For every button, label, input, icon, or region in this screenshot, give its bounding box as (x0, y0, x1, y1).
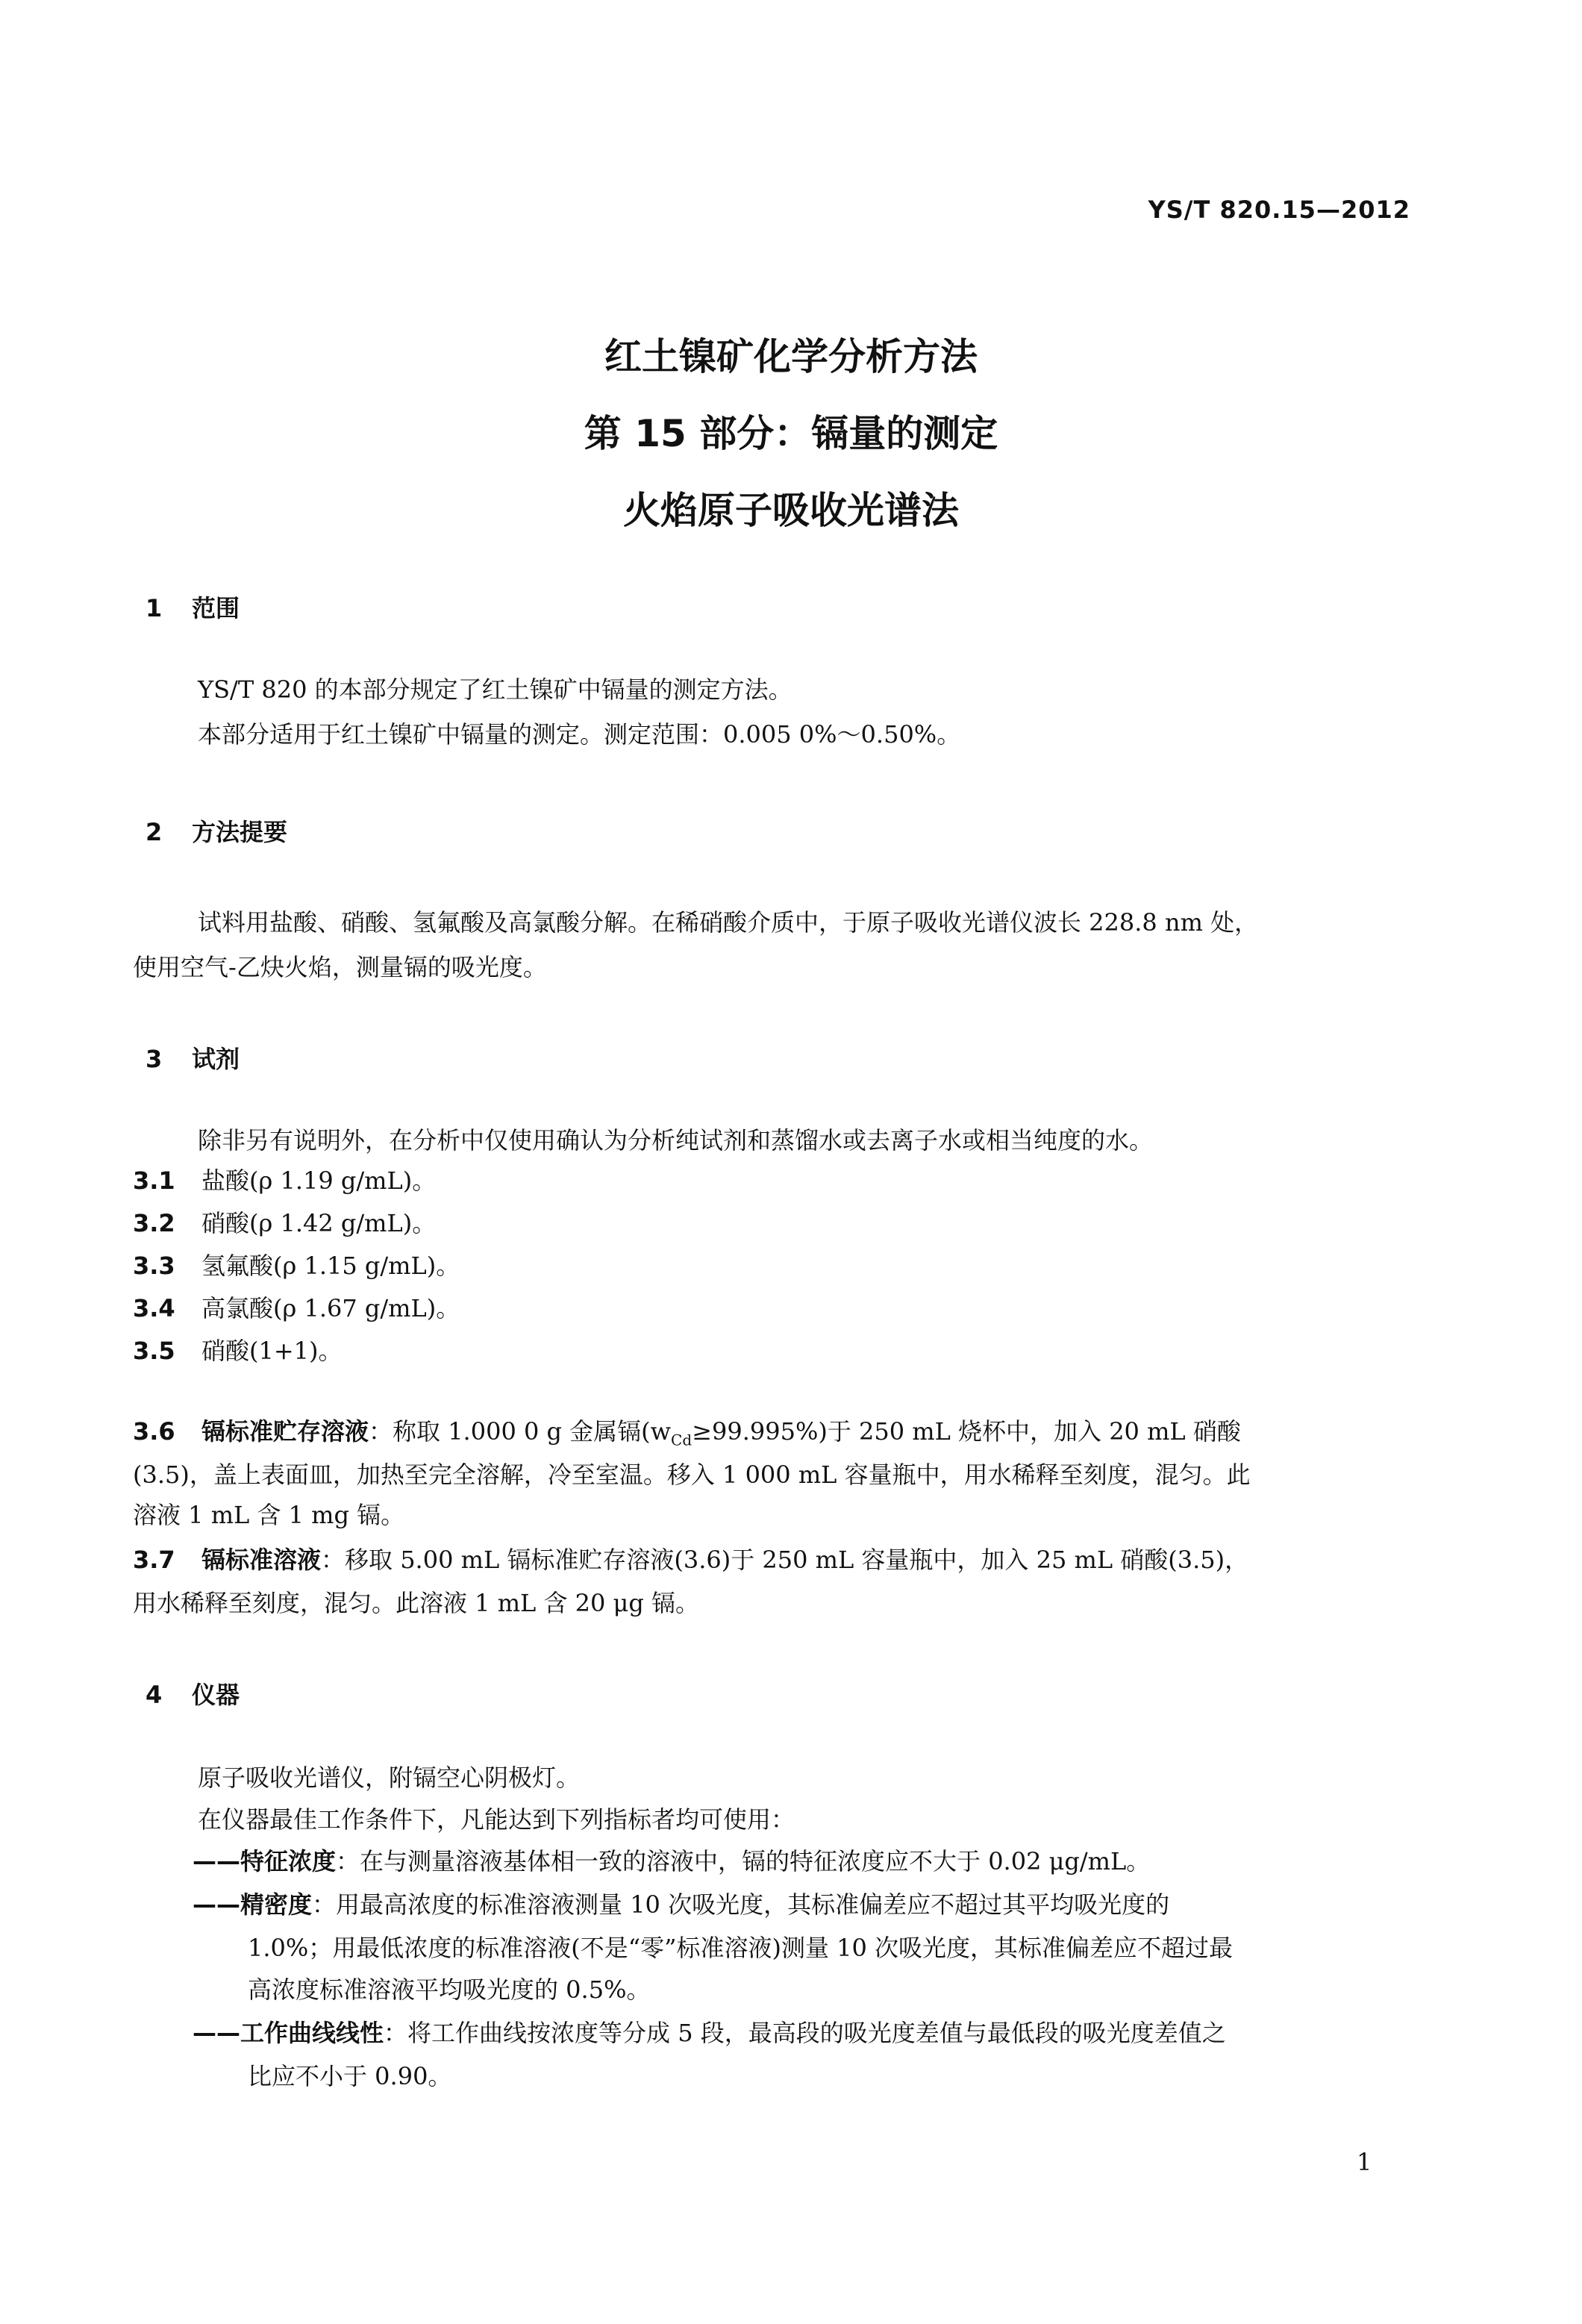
item-number: 3.2 (133, 1209, 175, 1237)
item-label: 镉标准贮存溶液 (201, 1417, 369, 1446)
item-number: 3.5 (133, 1337, 175, 1365)
section-2-paragraph-line-2: 使用空气-乙炔火焰，测量镉的吸光度。 (133, 953, 547, 981)
section-title: 仪器 (192, 1681, 240, 1709)
section-1-paragraph-1: YS/T 820 的本部分规定了红土镍矿中镉量的测定方法。 (198, 675, 792, 704)
indicator-label: ——精密度 (193, 1890, 313, 1919)
indicator-text: ：在与测量溶液基体相一致的溶液中，镉的特征浓度应不大于 0.02 μg/mL。 (336, 1847, 1151, 1875)
item-text: 硝酸(1+1)。 (201, 1337, 343, 1365)
item-number: 3.6 (133, 1417, 175, 1446)
section-title: 试剂 (192, 1045, 240, 1073)
item-text: ：称取 1.000 0 g 金属镉(w (369, 1417, 672, 1446)
standard-code: YS/T 820.15—2012 (1148, 196, 1410, 224)
section-title: 范围 (192, 594, 240, 622)
item-text: ：移取 5.00 mL 镉标准贮存溶液(3.6)于 250 mL 容量瓶中，加入 25 mL 硝酸(3.5)， (321, 1546, 1249, 1574)
section-4-paragraph-2: 在仪器最佳工作条件下，凡能达到下列指标者均可使用： (198, 1805, 795, 1834)
section-number: 1 (146, 594, 163, 622)
page-number: 1 (1357, 2148, 1372, 2176)
item-label: 镉标准溶液 (201, 1546, 322, 1574)
indicator-continuation: 比应不小于 0.90。 (248, 2062, 452, 2090)
section-3-intro: 除非另有说明外，在分析中仅使用确认为分析纯试剂和蒸馏水或去离子水或相当纯度的水。 (198, 1126, 1154, 1155)
indicator-label: ——工作曲线线性 (193, 2019, 384, 2047)
item-subscript: Cd (671, 1431, 692, 1449)
item-number: 3.3 (133, 1252, 175, 1280)
section-number: 4 (146, 1681, 163, 1709)
section-title: 方法提要 (192, 818, 288, 846)
item-text: ≥99.995%)于 250 mL 烧杯中，加入 20 mL 硝酸 (692, 1417, 1241, 1446)
indicator-item (193, 1846, 1150, 1876)
indicator-text: ：用最高浓度的标准溶液测量 10 次吸光度，其标准偏差应不超过其平均吸光度的 (312, 1890, 1170, 1919)
section-2-paragraph-line-1: 试料用盐酸、硝酸、氢氟酸及高氯酸分解。在稀硝酸介质中，于原子吸收光谱仪波长 228.8 nm 处， (198, 908, 1259, 937)
reagent-item (133, 1293, 460, 1323)
reagent-item (133, 1336, 343, 1366)
item-text: 硝酸(ρ 1.42 g/mL)。 (201, 1209, 437, 1237)
section-number: 3 (146, 1045, 163, 1073)
reagent-item (133, 1208, 436, 1238)
section-3-heading (146, 1040, 240, 1075)
reagent-item-continuation: 溶液 1 mL 含 1 mg 镉。 (133, 1501, 405, 1529)
item-number: 3.1 (133, 1166, 175, 1195)
title-line-3: 火焰原子吸收光谱法 (623, 489, 959, 532)
title-line-2: 第 15 部分：镉量的测定 (584, 412, 998, 455)
section-4-heading (146, 1676, 240, 1711)
section-4-paragraph-1: 原子吸收光谱仪，附镉空心阴极灯。 (198, 1764, 581, 1792)
document-title (0, 334, 1582, 565)
reagent-item (133, 1166, 436, 1196)
item-number: 3.7 (133, 1546, 175, 1574)
item-text: 氢氟酸(ρ 1.15 g/mL)。 (201, 1252, 460, 1280)
indicator-label: ——特征浓度 (193, 1847, 337, 1875)
section-number: 2 (146, 818, 163, 846)
indicator-item (193, 2018, 1226, 2048)
reagent-item (133, 1545, 1248, 1575)
indicator-continuation: 高浓度标准溶液平均吸光度的 0.5%。 (248, 1975, 651, 2004)
item-text: 高氯酸(ρ 1.67 g/mL)。 (201, 1294, 460, 1322)
indicator-text: ：将工作曲线按浓度等分成 5 段，最高段的吸光度差值与最低段的吸光度差值之 (384, 2019, 1226, 2047)
reagent-item (133, 1251, 460, 1281)
indicator-item (193, 1890, 1169, 1920)
reagent-item (133, 1416, 1241, 1455)
item-text: 盐酸(ρ 1.19 g/mL)。 (201, 1166, 437, 1195)
section-1-heading (146, 590, 240, 624)
section-2-heading (146, 813, 287, 848)
reagent-item-continuation: 用水稀释至刻度，混匀。此溶液 1 mL 含 20 μg 镉。 (133, 1589, 699, 1617)
section-1-paragraph-2: 本部分适用于红土镍矿中镉量的测定。测定范围：0.005 0%～0.50%。 (198, 720, 961, 749)
title-line-1: 红土镍矿化学分析方法 (604, 335, 978, 378)
indicator-continuation: 1.0%；用最低浓度的标准溶液(不是“零”标准溶液)测量 10 次吸光度，其标准偏差应不超过最 (248, 1934, 1234, 1962)
item-number: 3.4 (133, 1294, 175, 1322)
reagent-item-continuation: (3.5)，盖上表面皿，加热至完全溶解，冷至室温。移入 1 000 mL 容量瓶中，用水稀释至刻度，混匀。此 (133, 1461, 1251, 1489)
